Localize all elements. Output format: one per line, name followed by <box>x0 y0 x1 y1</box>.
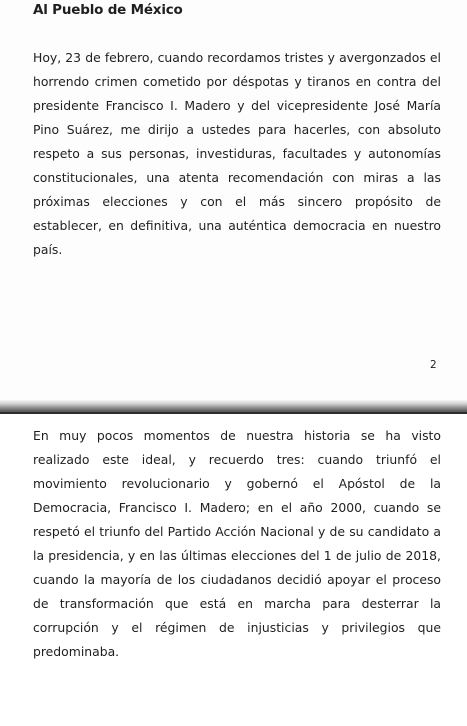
page-number: 2 <box>430 359 437 371</box>
history-paragraph: En muy pocos momentos de nuestra historia se ha visto realizado este ideal, y recuerdo tres: cuando triunfó el movimiento revolucionario y gobernó el Apóstol de la Democracia, Francisco I. Madero; en el año 2000, cuando se respetó el triunfo del Partido Acción Nacional y de su candidato a la presidencia, y en las últimas elecciones del 1 de julio de 2018, cuando la mayoría de los ciudadanos decidió apoyar el proceso de transformación que está en marcha para desterrar la corrupción y el régimen de injusticias y privilegios que predominaba. <box>33 428 441 659</box>
letter-heading: Al Pueblo de México <box>33 2 183 18</box>
page-break-divider <box>0 400 467 414</box>
opening-paragraph: Hoy, 23 de febrero, cuando recordamos tristes y avergonzados el horrendo crimen cometido por déspotas y tiranos en contra del presidente Francisco I. Madero y del vicepresidente José María Pino Suárez, me dirijo a ustedes para hacerles, con absoluto respeto a sus personas, investiduras, facultades y autonomías constitucionales, una atenta recomendación con miras a las próximas elecciones y con el más sincero propósito de establecer, en definitiva, una auténtica democracia en nuestro país. <box>33 50 441 257</box>
document-page-bottom <box>0 414 467 726</box>
